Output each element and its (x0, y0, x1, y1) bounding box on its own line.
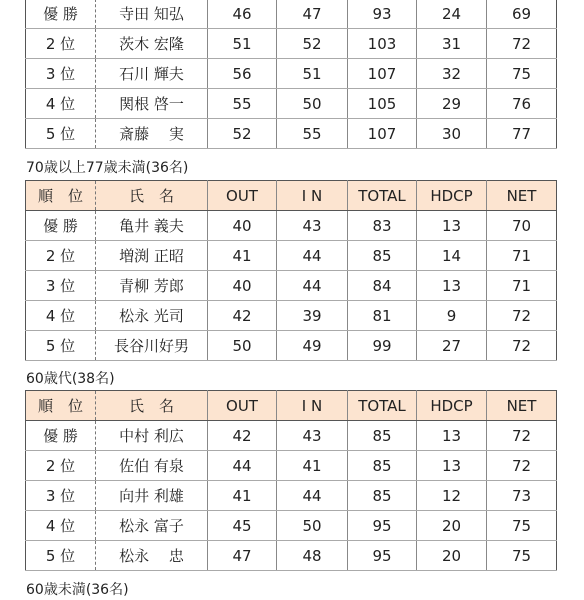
net-score-cell: 71 (487, 241, 557, 271)
out-score-cell: 41 (208, 241, 277, 271)
handicap-cell: 30 (417, 119, 487, 149)
in-score-cell: 50 (277, 89, 348, 119)
player-name-cell: 斎藤 実 (96, 119, 208, 149)
rank-cell: 3 位 (26, 271, 96, 301)
total-score-cell: 107 (348, 119, 417, 149)
total-score-cell: 85 (348, 241, 417, 271)
total-score-cell: 81 (348, 301, 417, 331)
out-score-cell: 46 (208, 0, 277, 29)
section-caption: 70歳以上77歳未満(36名) (26, 160, 189, 176)
rank-cell: 5 位 (26, 119, 96, 149)
handicap-cell: 31 (417, 29, 487, 59)
net-score-cell: 73 (487, 481, 557, 511)
in-score-cell: 50 (277, 511, 348, 541)
header-rank: 順 位 (26, 391, 96, 421)
results-table (25, 0, 557, 149)
section-caption: 60歳代(38名) (26, 371, 115, 387)
rank-cell: 3 位 (26, 59, 96, 89)
handicap-cell: 29 (417, 89, 487, 119)
player-name-cell: 青柳 芳郎 (96, 271, 208, 301)
header-net-score: NET (487, 181, 557, 211)
in-score-cell: 44 (277, 271, 348, 301)
out-score-cell: 44 (208, 451, 277, 481)
results-table (25, 390, 557, 571)
out-score-cell: 50 (208, 331, 277, 361)
in-score-cell: 52 (277, 29, 348, 59)
in-score-cell: 51 (277, 59, 348, 89)
in-score-cell: 41 (277, 451, 348, 481)
header-out-score: OUT (208, 391, 277, 421)
net-score-cell: 72 (487, 421, 557, 451)
player-name-cell: 長谷川好男 (96, 331, 208, 361)
player-name-cell: 亀井 義夫 (96, 211, 208, 241)
rank-cell: 優 勝 (26, 421, 96, 451)
in-score-cell: 55 (277, 119, 348, 149)
in-score-cell: 44 (277, 481, 348, 511)
rank-cell: 2 位 (26, 241, 96, 271)
results-table (25, 180, 557, 361)
table-row (26, 0, 557, 29)
table-row (26, 29, 557, 59)
rank-cell: 優 勝 (26, 0, 96, 29)
player-name-cell: 松永 忠 (96, 541, 208, 571)
in-score-cell: 43 (277, 421, 348, 451)
total-score-cell: 103 (348, 29, 417, 59)
net-score-cell: 69 (487, 0, 557, 29)
total-score-cell: 99 (348, 331, 417, 361)
rank-cell: 5 位 (26, 541, 96, 571)
in-score-cell: 47 (277, 0, 348, 29)
out-score-cell: 40 (208, 211, 277, 241)
player-name-cell: 中村 利広 (96, 421, 208, 451)
player-name-cell: 関根 啓一 (96, 89, 208, 119)
rank-cell: 5 位 (26, 331, 96, 361)
table-row (26, 481, 557, 511)
rank-cell: 4 位 (26, 89, 96, 119)
table-row (26, 119, 557, 149)
rank-cell: 3 位 (26, 481, 96, 511)
total-score-cell: 84 (348, 271, 417, 301)
in-score-cell: 49 (277, 331, 348, 361)
handicap-cell: 32 (417, 59, 487, 89)
rank-cell: 2 位 (26, 451, 96, 481)
player-name-cell: 石川 輝夫 (96, 59, 208, 89)
handicap-cell: 27 (417, 331, 487, 361)
player-name-cell: 増渕 正昭 (96, 241, 208, 271)
header-net-score: NET (487, 391, 557, 421)
table-row (26, 271, 557, 301)
header-in-score: I N (277, 391, 348, 421)
total-score-cell: 85 (348, 451, 417, 481)
out-score-cell: 52 (208, 119, 277, 149)
table-row (26, 511, 557, 541)
rank-cell: 優 勝 (26, 211, 96, 241)
handicap-cell: 20 (417, 511, 487, 541)
header-in-score: I N (277, 181, 348, 211)
in-score-cell: 39 (277, 301, 348, 331)
table-header-row (26, 181, 557, 211)
out-score-cell: 42 (208, 421, 277, 451)
net-score-cell: 72 (487, 331, 557, 361)
total-score-cell: 95 (348, 511, 417, 541)
handicap-cell: 9 (417, 301, 487, 331)
net-score-cell: 77 (487, 119, 557, 149)
table-row (26, 241, 557, 271)
player-name-cell: 向井 利雄 (96, 481, 208, 511)
rank-cell: 4 位 (26, 301, 96, 331)
in-score-cell: 44 (277, 241, 348, 271)
header-total-score: TOTAL (348, 391, 417, 421)
table-row (26, 211, 557, 241)
out-score-cell: 45 (208, 511, 277, 541)
total-score-cell: 107 (348, 59, 417, 89)
table-row (26, 331, 557, 361)
net-score-cell: 72 (487, 451, 557, 481)
net-score-cell: 75 (487, 511, 557, 541)
header-total-score: TOTAL (348, 181, 417, 211)
out-score-cell: 40 (208, 271, 277, 301)
handicap-cell: 14 (417, 241, 487, 271)
out-score-cell: 55 (208, 89, 277, 119)
net-score-cell: 75 (487, 59, 557, 89)
in-score-cell: 48 (277, 541, 348, 571)
in-score-cell: 43 (277, 211, 348, 241)
table-row (26, 421, 557, 451)
total-score-cell: 105 (348, 89, 417, 119)
handicap-cell: 13 (417, 271, 487, 301)
handicap-cell: 13 (417, 421, 487, 451)
net-score-cell: 71 (487, 271, 557, 301)
total-score-cell: 93 (348, 0, 417, 29)
net-score-cell: 72 (487, 301, 557, 331)
rank-cell: 4 位 (26, 511, 96, 541)
player-name-cell: 松永 富子 (96, 511, 208, 541)
player-name-cell: 佐伯 有泉 (96, 451, 208, 481)
player-name-cell: 松永 光司 (96, 301, 208, 331)
net-score-cell: 70 (487, 211, 557, 241)
handicap-cell: 13 (417, 211, 487, 241)
header-rank: 順 位 (26, 181, 96, 211)
player-name-cell: 寺田 知弘 (96, 0, 208, 29)
total-score-cell: 85 (348, 481, 417, 511)
header-handicap: HDCP (417, 391, 487, 421)
handicap-cell: 12 (417, 481, 487, 511)
table-row (26, 59, 557, 89)
out-score-cell: 47 (208, 541, 277, 571)
net-score-cell: 75 (487, 541, 557, 571)
out-score-cell: 56 (208, 59, 277, 89)
out-score-cell: 42 (208, 301, 277, 331)
section-caption: 60歳未満(36名) (26, 582, 129, 598)
header-out-score: OUT (208, 181, 277, 211)
table-header-row (26, 391, 557, 421)
table-row (26, 89, 557, 119)
handicap-cell: 24 (417, 0, 487, 29)
net-score-cell: 76 (487, 89, 557, 119)
out-score-cell: 41 (208, 481, 277, 511)
header-player-name: 氏 名 (96, 391, 208, 421)
rank-cell: 2 位 (26, 29, 96, 59)
net-score-cell: 72 (487, 29, 557, 59)
handicap-cell: 13 (417, 451, 487, 481)
player-name-cell: 茨木 宏隆 (96, 29, 208, 59)
table-row (26, 541, 557, 571)
total-score-cell: 83 (348, 211, 417, 241)
header-player-name: 氏 名 (96, 181, 208, 211)
total-score-cell: 85 (348, 421, 417, 451)
table-row (26, 301, 557, 331)
table-row (26, 451, 557, 481)
out-score-cell: 51 (208, 29, 277, 59)
total-score-cell: 95 (348, 541, 417, 571)
header-handicap: HDCP (417, 181, 487, 211)
handicap-cell: 20 (417, 541, 487, 571)
